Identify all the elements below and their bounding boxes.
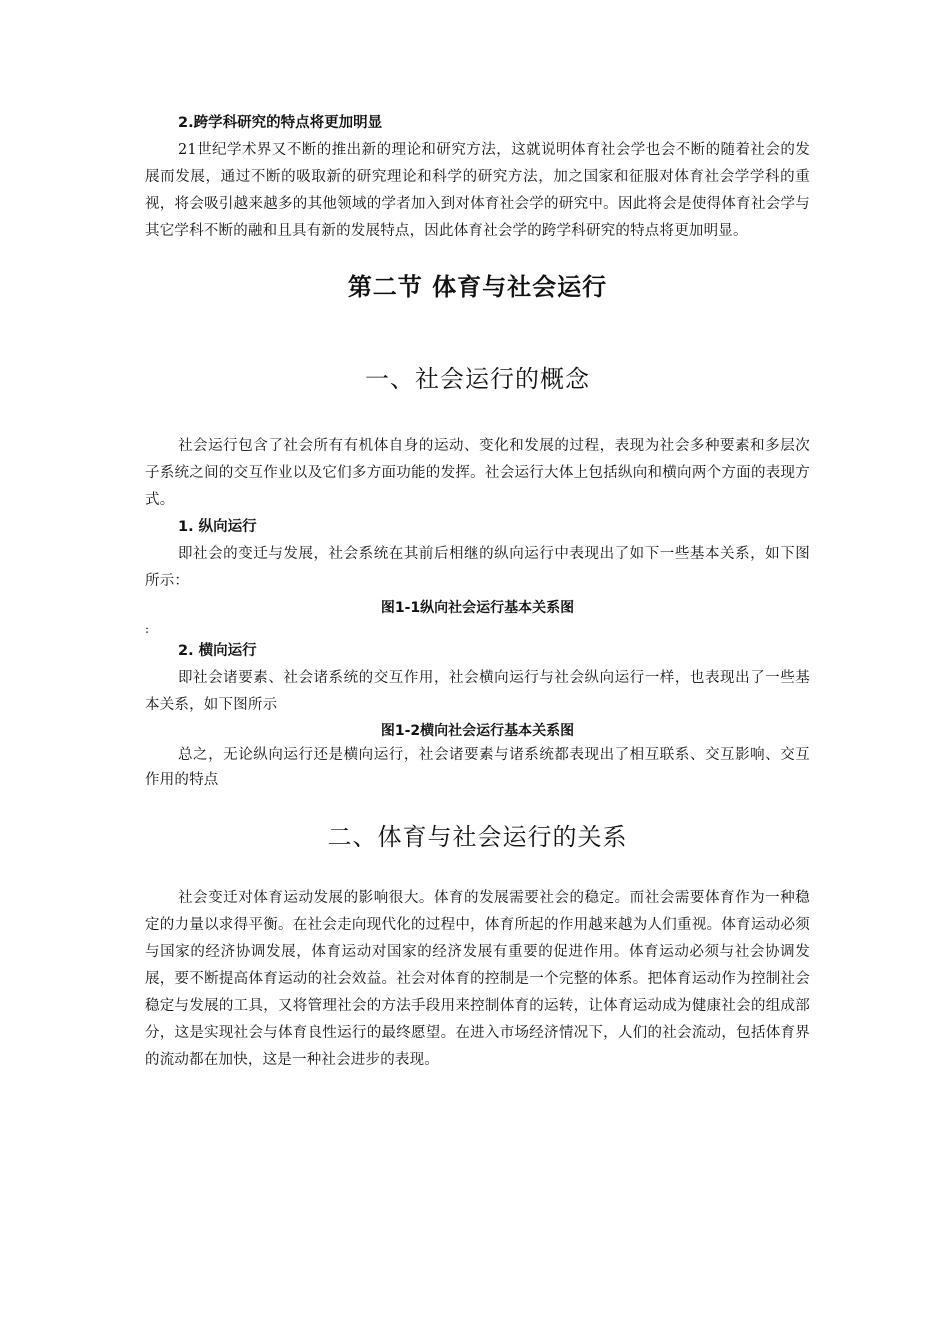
paragraph-interdisciplinary: 21世纪学术界又不断的推出新的理论和研究方法，这就说明体育社会学也会不断的随着社会的发展而发展，通过不断的吸取新的研究理论和科学的研究方法，加之国家和征服对体育社会学学科的重视，将会吸引越来越多的其他领域的学者加入到对体育社会学的研究中。因此将会是使得体育社会学与其它学科不断的融和且具有新的发展特点，因此体育社会学的跨学科研究的特点将更加明显。	[145, 142, 810, 239]
paragraph-summary: 总之，无论纵向运行还是横向运行，社会诸要素与诸系统都表现出了相互联系、交互影响、交互作用的特点	[145, 747, 810, 788]
document-page	[145, 110, 810, 1074]
figure-caption-1: 图1-1纵向社会运行基本关系图	[380, 600, 575, 616]
subheading-horizontal: 2. 横向运行	[178, 643, 257, 659]
part2-title: 二、体育与社会运行的关系	[327, 823, 628, 851]
paragraph-social-operation: 社会运行包含了社会所有有机体自身的运动、变化和发展的过程，表现为社会多种要素和多层次子系统之间的交互作业以及它们多方面功能的发挥。社会运行大体上包括纵向和横向两个方面的表现方式。	[145, 438, 810, 508]
paragraph-sport-society: 社会变迁对体育运动发展的影响很大。体育的发展需要社会的稳定。而社会需要体育作为一种稳定的力量以求得平衡。在社会走向现代化的过程中，体育所起的作用越来越为人们重视。体育运动必须与国家的经济协调发展，体育运动对国家的经济发展有重要的促进作用。体育运动必须与社会协调发展，要不断提高体育运动的社会效益。社会对体育的控制是一个完整的体系。把体育运动作为控制社会稳定与发展的工具，又将管理社会的方法手段用来控制体育的运转，让体育运动成为健康社会的组成部分，这是实现社会与体育良性运行的最终愿望。在进入市场经济情况下，人们的社会流动，包括体育界的流动都在加快，这是一种社会进步的表现。	[145, 890, 810, 1068]
paragraph-vertical: 即社会的变迁与发展，社会系统在其前后相继的纵向运行中表现出了如下一些基本关系，如下图所示：	[145, 546, 810, 589]
paragraph-horizontal: 即社会诸要素、社会诸系统的交互作用，社会横向运行与社会纵向运行一样，也表现出了一些基本关系，如下图所示	[145, 670, 810, 713]
figure-caption-2: 图1-2横向社会运行基本关系图	[380, 723, 575, 739]
part1-title: 一、社会运行的概念	[365, 365, 590, 393]
subheading-vertical: 1. 纵向运行	[178, 519, 257, 535]
subheading-interdisciplinary: 2.跨学科研究的特点将更加明显	[178, 115, 383, 131]
section-title: 第二节 体育与社会运行	[347, 273, 608, 301]
stray-colon: :	[145, 622, 150, 636]
